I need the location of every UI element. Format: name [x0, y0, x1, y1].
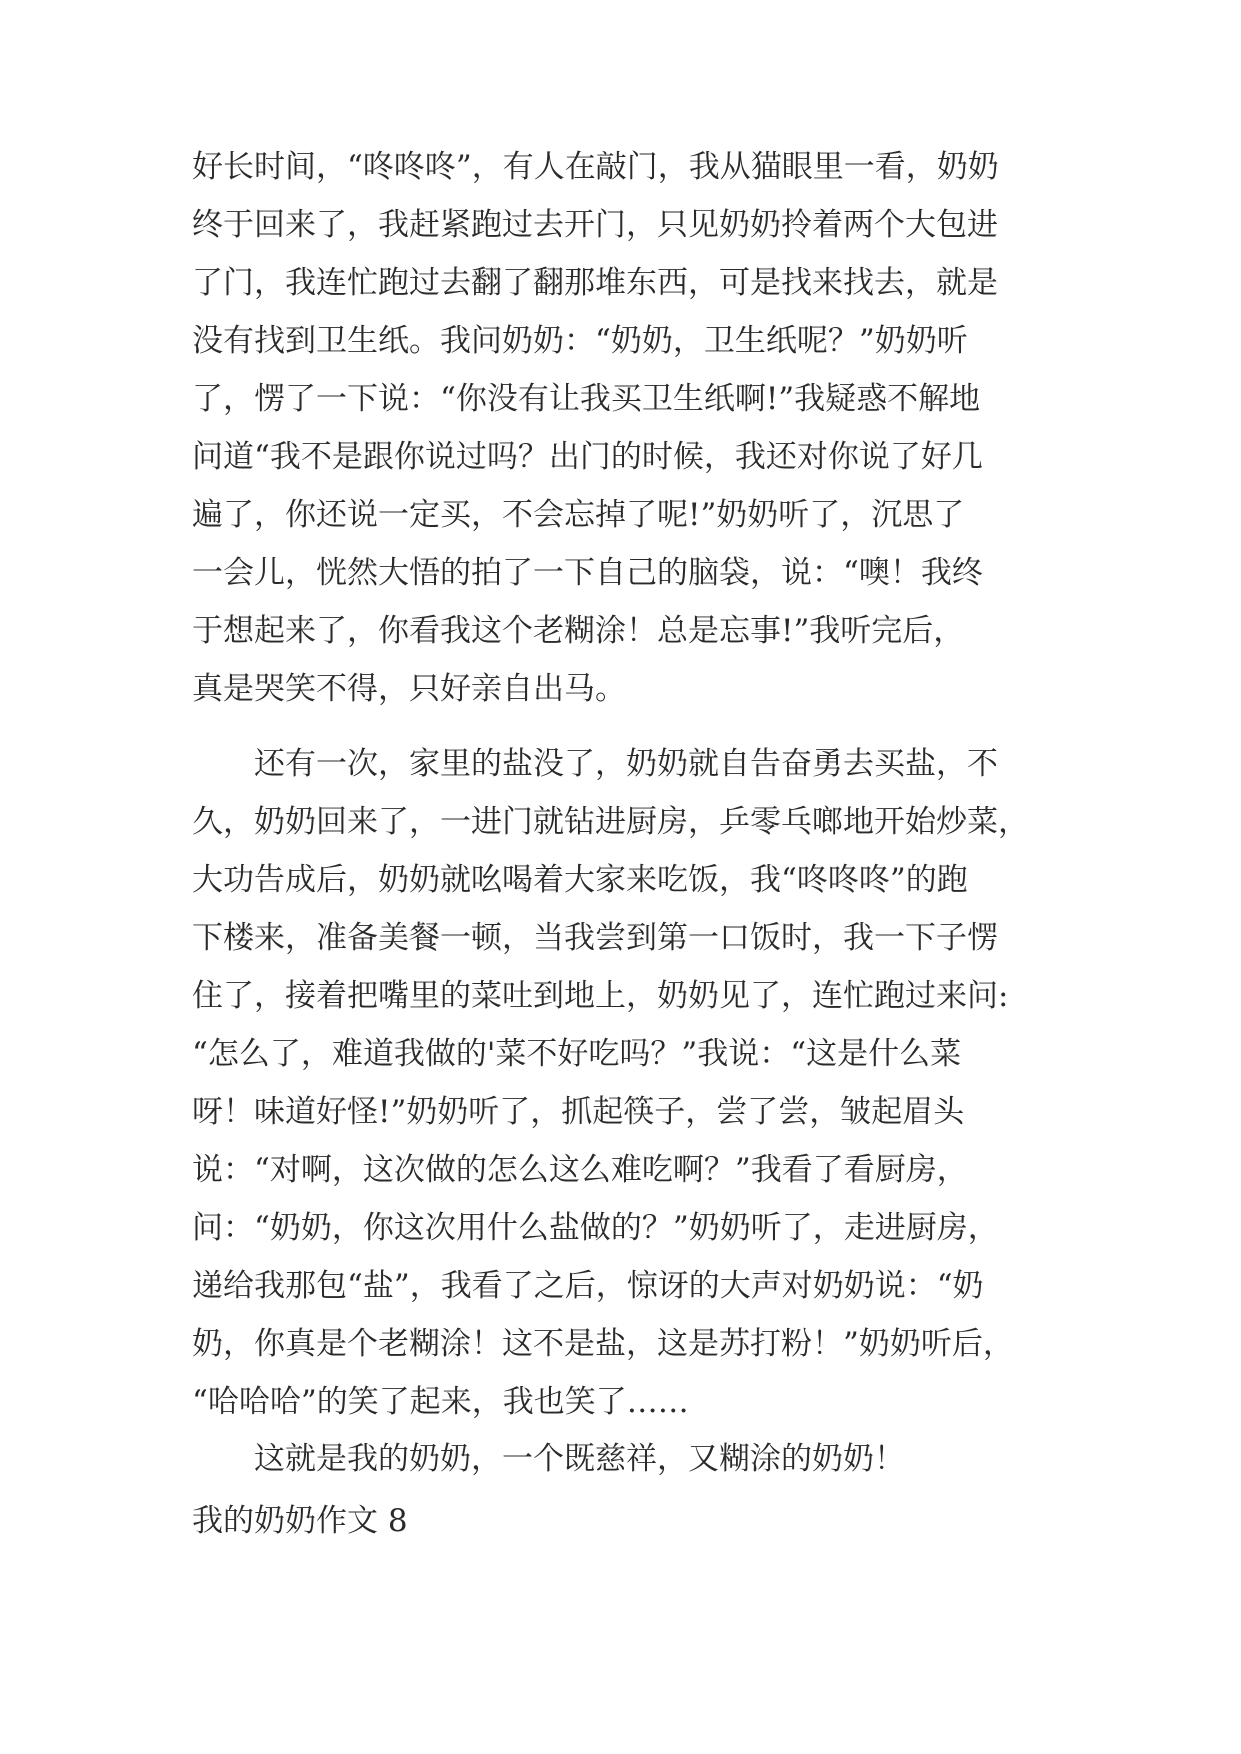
paragraph-line: 没有找到卫生纸。我问奶奶：“奶奶，卫生纸呢？”奶奶听 — [192, 323, 968, 359]
paragraph-line: 问道“我不是跟你说过吗？出门的时候，我还对你说了好几 — [192, 439, 983, 475]
paragraph-line: 递给我那包“盐”，我看了之后，惊讶的大声对奶奶说：“奶 — [192, 1268, 984, 1304]
paragraph-line: 遍了，你还说一定买，不会忘掉了呢!”奶奶听了，沉思了 — [192, 497, 965, 533]
paragraph-line: 一会儿，恍然大悟的拍了一下自己的脑袋，说：“噢！我终 — [192, 555, 983, 591]
paragraph-line: 于想起来了，你看我这个老糊涂！总是忘事!”我听完后， — [192, 613, 965, 649]
paragraph-line: 这就是我的奶奶，一个既慈祥，又糊涂的奶奶！ — [254, 1441, 905, 1477]
paragraph-line: 了，愣了一下说：“你没有让我买卫生纸啊!”我疑惑不解地 — [192, 381, 981, 417]
paragraph-1 — [192, 138, 1092, 718]
paragraph-3 — [192, 1430, 1092, 1488]
paragraph-line: 还有一次，家里的盐没了，奶奶就自告奋勇去买盐，不 — [254, 746, 998, 782]
paragraph-line: 久，奶奶回来了，一进门就钻进厨房，乒零乓啷地开始炒菜， — [192, 804, 1029, 840]
paragraph-line: 下楼来，准备美餐一顿，当我尝到第一口饭时，我一下子愣 — [192, 920, 998, 956]
paragraph-line: 奶，你真是个老糊涂！这不是盐，这是苏打粉！”奶奶听后， — [192, 1326, 1014, 1362]
paragraph-2 — [192, 735, 1092, 1431]
paragraph-line: “怎么了，难道我做的'菜不好吃吗？”我说：“这是什么菜 — [192, 1036, 962, 1072]
paragraph-line: 好长时间，“咚咚咚”，有人在敲门，我从猫眼里一看，奶奶 — [192, 149, 999, 185]
paragraph-line: 问：“奶奶，你这次用什么盐做的？”奶奶听了，走进厨房， — [192, 1210, 999, 1246]
paragraph-line: 呀！味道好怪!”奶奶听了，抓起筷子，尝了尝，皱起眉头 — [192, 1094, 965, 1130]
paragraph-line: 真是哭笑不得，只好亲自出马。 — [192, 671, 626, 707]
paragraph-line: 住了，接着把嘴里的菜吐到地上，奶奶见了，连忙跑过来问: — [192, 978, 1009, 1014]
section-heading: 我的奶奶作文 8 — [192, 1503, 408, 1539]
paragraph-line: 终于回来了，我赶紧跑过去开门，只见奶奶拎着两个大包进 — [192, 207, 998, 243]
paragraph-line: 了门，我连忙跑过去翻了翻那堆东西，可是找来找去，就是 — [192, 265, 998, 301]
paragraph-line: 大功告成后，奶奶就吆喝着大家来吃饭，我“咚咚咚”的跑 — [192, 862, 968, 898]
paragraph-line: 说：“对啊，这次做的怎么这么难吃啊？”我看了看厨房， — [192, 1152, 968, 1188]
paragraph-line: “哈哈哈”的笑了起来，我也笑了…… — [192, 1384, 689, 1420]
